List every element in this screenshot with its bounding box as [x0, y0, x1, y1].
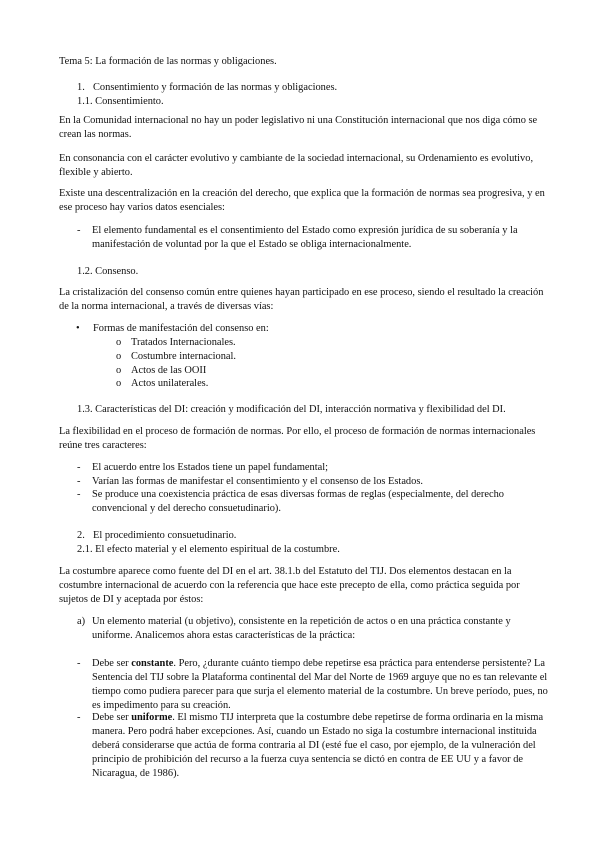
text-run: . El mismo TIJ interpreta que la costumbre debe repetirse de forma ordinaria en la misma manera. Pero podrá haber excepciones. Así, cuando un Estado no siga la costumbre internacional instituida deberá considerarse que actúa de forma contraria al DI (esté fue el caso, por ejemplo, de la vulneración del principio de prohibición del recurso a la fuerza cuya sentencia se dictó en contra de EE UU y a favor de Nicaragua, de 1986). [92, 712, 544, 779]
dash-item-4 [59, 488, 549, 516]
dash-item-text [92, 711, 549, 781]
dash-item-2 [59, 461, 549, 475]
dash-item-text: Varían las formas de manifestar el consentimiento y el consenso de los Estados. [92, 476, 423, 487]
bullet-marker: • [76, 323, 80, 334]
sub-item-text: Actos unilaterales. [131, 378, 209, 389]
sub-item-text: Tratados Internacionales. [131, 337, 236, 348]
bullet-item-text: Formas de manifestación del consenso en: [93, 323, 269, 334]
dash-item-6 [59, 711, 549, 781]
dash-item-5 [59, 657, 549, 713]
dash-item-1 [59, 224, 549, 252]
lettered-marker: a) [77, 616, 86, 627]
bullet-item [59, 322, 549, 336]
dash-marker: - [77, 658, 81, 669]
dash-marker: - [77, 476, 81, 487]
sub-marker: o [116, 365, 122, 376]
section-1-text: Consentimiento y formación de las normas y obligaciones. [93, 82, 338, 93]
dash-marker: - [77, 712, 81, 723]
dash-item-text: Se produce una coexistencia práctica de esas diversas formas de reglas (especialmente, del derecho convencional y del derecho consuetudinario). [92, 489, 504, 514]
paragraph-2: En consonancia con el carácter evolutivo y cambiante de la sociedad internacional, su Ordenamiento es evolutivo, flexible y abierto. [59, 153, 534, 178]
lettered-item-a [59, 615, 549, 643]
section-1-3-heading: 1.3. Características del DI: creación y modificación del DI, interacción normativa y flexibilidad del DI. [77, 404, 506, 415]
section-2-number: 2. [77, 530, 85, 541]
dash-marker: - [77, 462, 81, 473]
dash-marker: - [77, 225, 81, 236]
lettered-item-text: Un elemento material (u objetivo), consistente en la repetición de actos o en una práctica constante y uniforme. Analicemos ahora estas características de la práctica: [92, 616, 511, 641]
dash-item-text: El acuerdo entre los Estados tiene un papel fundamental; [92, 462, 329, 473]
dash-item-text: El elemento fundamental es el consentimiento del Estado como expresión jurídica de su soberanía y la manifestación de voluntad por la que el Estado se obliga internacionalmente. [92, 225, 518, 250]
sub-marker: o [116, 378, 122, 389]
section-1-number: 1. [77, 82, 85, 93]
text-run: Debe ser [92, 712, 129, 723]
text-run: . Pero, ¿durante cuánto tiempo debe repetirse esa práctica para entenderse persistente? La Sentencia del TIJ sobre la Plataforma continental del Mar del Norte de 1969 arguye que no es tan relevante el tiempo como pudiera parecer para que surja el elemento material de la costumbre. Un breve período, pues, no es impedimento para su creación. [92, 658, 548, 711]
sub-item-text: Costumbre internacional. [131, 351, 237, 362]
dash-item-3 [59, 475, 549, 489]
dash-item-text [92, 657, 549, 713]
section-1-2-heading: 1.2. Consenso. [77, 266, 139, 277]
paragraph-4: La cristalización del consenso común entre quienes hayan participado en ese proceso, siendo el resultado la creación de la norma internacional, a través de diversas vías: [59, 287, 544, 312]
document-title: Tema 5: La formación de las normas y obligaciones. [59, 56, 277, 67]
paragraph-5: La flexibilidad en el proceso de formación de normas. Por ello, el proceso de formación de normas internacionales reúne tres caracteres: [59, 426, 536, 451]
section-2-text: El procedimiento consuetudinario. [93, 530, 237, 541]
sub-marker: o [116, 351, 122, 362]
paragraph-3: Existe una descentralización en la creación del derecho, que explica que la formación de normas sea progresiva, y en ese proceso hay varios datos esenciales: [59, 188, 545, 213]
sub-marker: o [116, 337, 122, 348]
bold-term: constante [131, 658, 174, 669]
paragraph-1: En la Comunidad internacional no hay un poder legislativo ni una Constitución internacional que nos diga cómo se crean las normas. [59, 115, 538, 140]
section-2-1-heading: 2.1. El efecto material y el elemento espiritual de la costumbre. [77, 544, 340, 555]
section-1-1-heading: 1.1. Consentimiento. [77, 96, 164, 107]
sub-item-text: Actos de las OOII [131, 365, 207, 376]
dash-marker: - [77, 489, 81, 500]
bold-term: uniforme [131, 712, 173, 723]
text-run: Debe ser [92, 658, 129, 669]
paragraph-6: La costumbre aparece como fuente del DI en el art. 38.1.b del Estatuto del TIJ. Dos elementos destacan en la costumbre internacional de acuerdo con la referencia que hace este precepto de ella, como práctica seguida por sujetos de DI y aceptada por éstos: [59, 566, 520, 605]
